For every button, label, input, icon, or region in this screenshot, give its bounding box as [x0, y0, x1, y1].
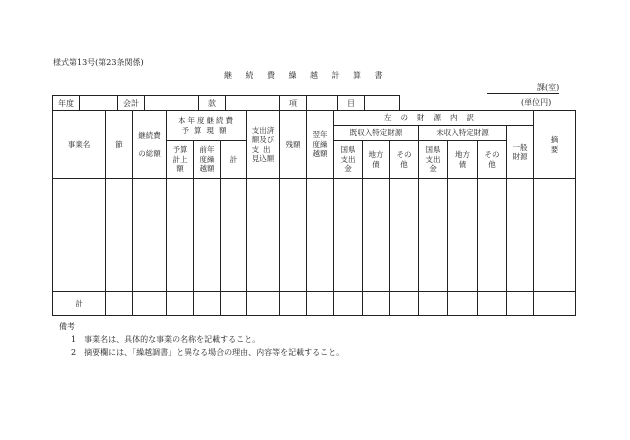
total-cell[interactable]	[534, 292, 576, 316]
department-underline	[487, 93, 559, 94]
form-number: 様式第13号(第23条関係)	[53, 58, 144, 67]
total-label: 計	[53, 292, 106, 316]
col-header-zaigen-group: 左の財源内訳	[334, 111, 534, 126]
account-label: 会計	[118, 96, 145, 111]
unit-label: (単位円)	[521, 98, 552, 107]
body-cell[interactable]	[280, 179, 307, 292]
note-item: 2 摘要欄には、「繰越調書」と異なる場合の理由、内容等を記載すること。	[71, 348, 345, 357]
body-cell[interactable]	[167, 179, 194, 292]
body-cell[interactable]	[194, 179, 221, 292]
total-cell[interactable]	[507, 292, 534, 316]
total-cell[interactable]	[334, 292, 363, 316]
body-cell[interactable]	[390, 179, 419, 292]
total-cell[interactable]	[194, 292, 221, 316]
body-cell[interactable]	[247, 179, 280, 292]
col-header-kishu-chihosai: 地方 債	[363, 141, 390, 179]
col-header-kishu-group: 既収入特定財源	[334, 126, 419, 141]
col-header-mishu-kokken: 国県 支出 金	[419, 141, 448, 179]
total-row	[53, 292, 576, 316]
header-fields-row	[52, 95, 400, 111]
col-header-kishu-sonota: その 他	[390, 141, 419, 179]
total-cell[interactable]	[448, 292, 478, 316]
body-cell[interactable]	[363, 179, 390, 292]
col-header-kishu-kokken: 国県 支出 金	[334, 141, 363, 179]
col-header-shishutsu: 支出済 額及び 支出 見込額	[247, 111, 280, 179]
body-cell[interactable]	[133, 179, 167, 292]
body-cell[interactable]	[478, 179, 507, 292]
account-field[interactable]	[145, 96, 199, 111]
body-cell[interactable]	[106, 179, 133, 292]
col-header-sogaku: 継続費 の総額	[133, 111, 167, 179]
table-body-row	[53, 179, 576, 292]
kan-label: 款	[199, 96, 226, 111]
notes-heading: 備考	[59, 322, 75, 331]
year-field[interactable]	[80, 96, 118, 111]
year-label: 年度	[53, 96, 80, 111]
notes-section	[59, 323, 344, 362]
document-title: 継続費繰越計算書	[224, 71, 396, 80]
total-cell[interactable]	[106, 292, 133, 316]
note-item: 1 事業名は、具体的な事業の名称を記載すること。	[71, 335, 261, 344]
body-cell[interactable]	[419, 179, 448, 292]
col-header-kei: 計	[221, 141, 247, 179]
kou-field[interactable]	[307, 96, 338, 111]
total-cell[interactable]	[133, 292, 167, 316]
total-cell[interactable]	[478, 292, 507, 316]
col-header-zennendo: 前年 度繰 越額	[194, 141, 221, 179]
col-header-tekiyo: 摘要	[534, 111, 576, 179]
total-cell[interactable]	[280, 292, 307, 316]
col-header-yosan-keijo: 予算 計上 額	[167, 141, 194, 179]
body-cell[interactable]	[334, 179, 363, 292]
carryover-table	[52, 110, 576, 316]
body-cell[interactable]	[307, 179, 334, 292]
department-label: 課(室)	[537, 83, 560, 92]
col-header-jigyomei: 事業名	[53, 111, 106, 179]
body-cell[interactable]	[448, 179, 478, 292]
col-header-mishu-group: 未収入特定財源	[419, 126, 507, 141]
total-cell[interactable]	[167, 292, 194, 316]
col-header-mishu-chihosai: 地方 債	[448, 141, 478, 179]
body-cell[interactable]	[534, 179, 576, 292]
total-cell[interactable]	[390, 292, 419, 316]
total-cell[interactable]	[307, 292, 334, 316]
col-header-ippan: 一般 財源	[507, 126, 534, 179]
col-header-zangaku: 残額	[280, 111, 307, 179]
total-cell[interactable]	[363, 292, 390, 316]
kan-field[interactable]	[226, 96, 280, 111]
total-cell[interactable]	[221, 292, 247, 316]
body-cell[interactable]	[53, 179, 106, 292]
total-cell[interactable]	[419, 292, 448, 316]
body-cell[interactable]	[221, 179, 247, 292]
col-header-genkaku-group: 本年度継続費 予算現額	[167, 111, 247, 141]
body-cell[interactable]	[507, 179, 534, 292]
total-cell[interactable]	[247, 292, 280, 316]
moku-label: 目	[338, 96, 365, 111]
col-header-mishu-sonota: その 他	[478, 141, 507, 179]
moku-field[interactable]	[365, 96, 400, 111]
col-header-yokunendo: 翌年 度繰 越額	[307, 111, 334, 179]
kou-label: 項	[280, 96, 307, 111]
col-header-setsu: 節	[106, 111, 133, 179]
